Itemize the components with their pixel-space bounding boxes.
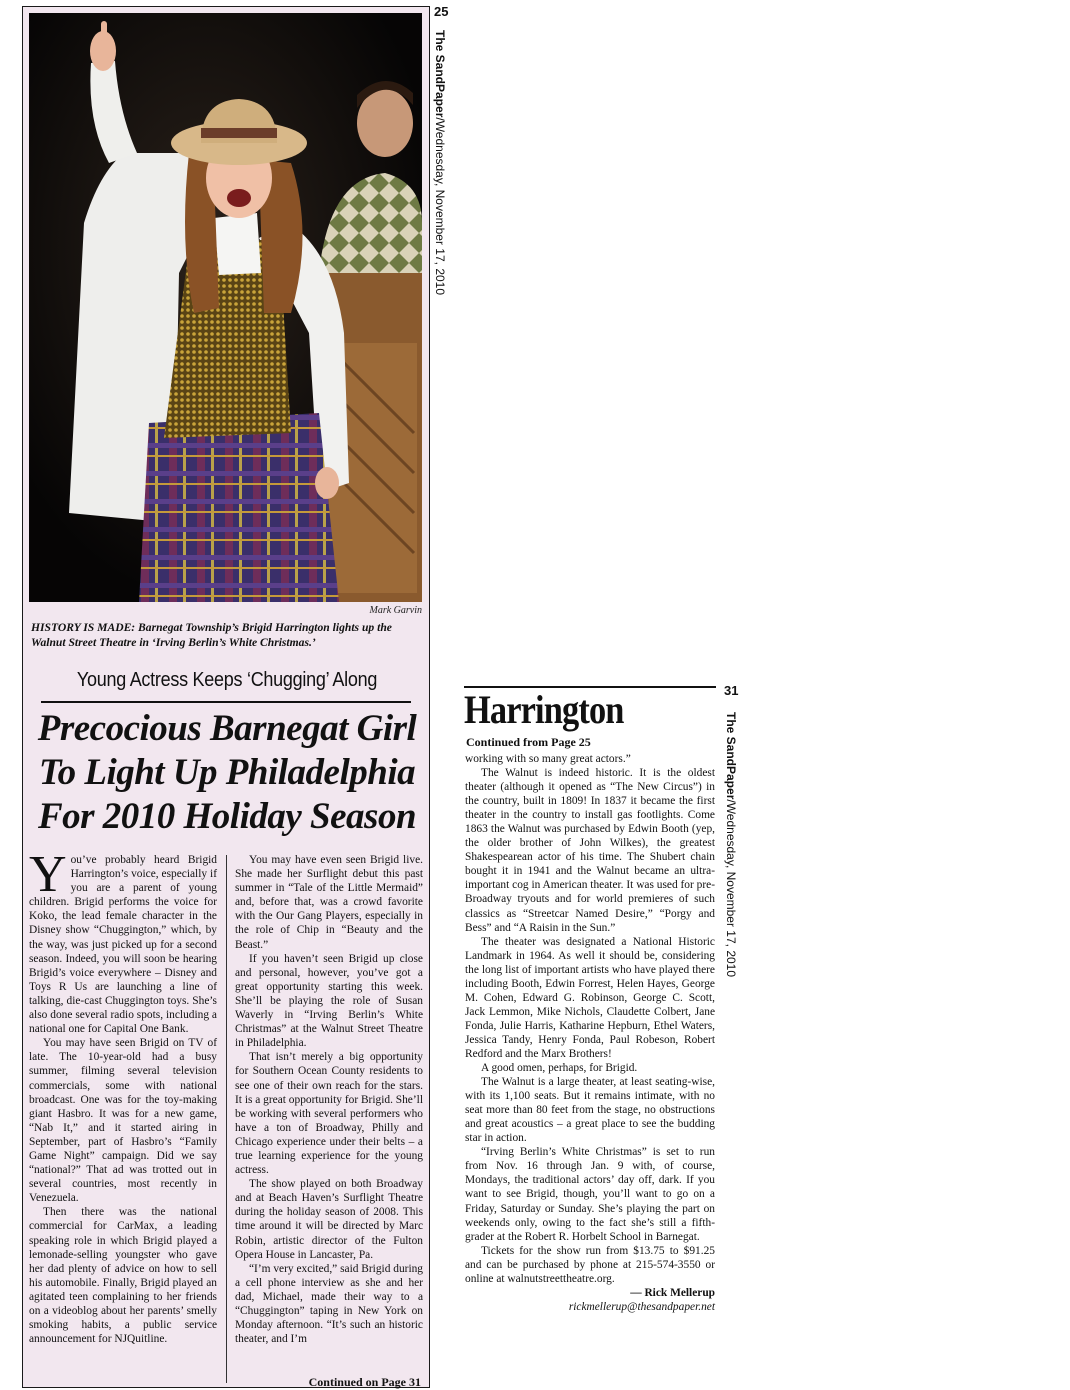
paragraph: The Walnut is indeed historic. It is the oldest theater (although it opened as “The New Circus”) in the country, built in 1809! In 1837 it became the first theater in the country to install gas footlights. Come 1863 the Walnut was purchased by Edwin Booth (yep, the older brother of John Wilkes), the greatest Shakespearean actor of his time. The Shubert chain bought it in 1941 and the Walnut became an ultra-important cog in American theater. It was used for pre-Broadway tryouts and for world premieres of such classics as “Streetcar Named Desire,” “Porgy and Bess” and “A Raisin in the Sun.” — [465, 767, 715, 934]
paragraph: You may have seen Brigid on TV of late. The 10-year-old had a busy summer, filming several television commercials, some with national broadcast. One was for the toy-making giant Hasbro. It was for a new game, “Nab It,” and it started airing in September, part of Hasbro’s “Family Game Night” campaign. Did we say “national?” That ad was trotted out in several countries, most recently in Venezuela. — [29, 1037, 217, 1205]
paragraph: You may have even seen Brigid live. She made her Surflight debut this past summer in “Tale of the Little Mermaid” and, before that, was a crowd favorite with the Our Gang Players, especially in the role of Chip in “Beauty and the Beast.” — [235, 854, 423, 951]
folio-right — [724, 712, 738, 977]
folio-date: /Wednesday, November 17, 2010 — [724, 799, 738, 978]
page-number-left: 25 — [434, 4, 449, 19]
paragraph: The show played on both Broadway and at Beach Haven’s Surflight Theatre during the holiday season of 2008. This time around it will be directed by Marc Robin, artistic director of the Fulton Opera House in Lancaster, Pa. — [235, 1178, 423, 1261]
lead-line: working with so many great actors.” — [465, 753, 631, 765]
body-column-2 — [235, 853, 423, 1346]
paragraph: The Walnut is a large theater, at least seating-wise, with its 1,100 seats. But it remains intimate, with no seat more than 80 feet from the stage, no obstructions and great acoustics – a great place to see the budding star in action. — [465, 1076, 715, 1145]
photo-illustration — [29, 13, 422, 602]
body-column-1 — [29, 846, 217, 1346]
paragraph: If you haven’t seen Brigid up close and personal, however, you’ve got a great opportunity starting this week. She’ll be playing the role of Susan Waverly in “Irving Berlin’s White Christmas” at the Walnut Street Theatre in Philadelphia. — [235, 952, 423, 1050]
page-number-right: 31 — [724, 683, 739, 698]
continuation-headline: Harrington — [464, 687, 624, 732]
continuation-body — [465, 752, 715, 1314]
article-clipping — [22, 6, 430, 1388]
paragraph-text: ou’ve probably heard Brigid Harrington’s voice, especially if you are a parent of young children. Brigid performs the voice for Koko, the lead female character in the Disney show “Chuggington,” which, by the way, was just picked up for a second season. Indeed, you will soon be hearing Brigid’s voice everywhere – Disney and Toys R Us are launching a line of talking, die-cast Chuggington toys. She’s also done several radio spots, including a national one for Capital One Bank. — [29, 854, 217, 1036]
stage-photo — [29, 13, 422, 602]
folio-pub: The SandPaper — [433, 30, 447, 118]
byline: — Rick Mellerup — [630, 1286, 715, 1299]
continued-from: Continued from Page 25 — [466, 735, 591, 749]
photo-credit: Mark Garvin — [369, 605, 422, 616]
paragraph: Tickets for the show run from $13.75 to $91.25 and can be purchased by phone at 215-574-3550 or online at walnutstreettheatre.org. — [465, 1244, 715, 1285]
kicker-rule — [41, 701, 411, 703]
folio-date: /Wednesday, November 17, 2010 — [433, 117, 447, 296]
paragraph: “Irving Berlin’s White Christmas” is set to run from Nov. 16 through Jan. 9 with, of course, Mondays, the traditional actors’ day off, dark. If you want to see Brigid, though, you’ll want to go on a Friday, Saturday or Sunday. She’s playing the part on weekends only, owing to the fact she’s still a fifth-grader at the Robert R. Horbelt School in Barnegat. — [465, 1146, 715, 1243]
paragraph: Then there was the national commercial for CarMax, a leading speaking role in which Brigid played a lemonade-selling youngster who gave her dad plenty of advice on how to sell his automobile. Finally, Brigid played an agitated teen complaining to her friends on a videoblog about her parents’ smelly smoking habits, a public service announcement for NJQuitline. — [29, 1206, 217, 1346]
paragraph: The theater was designated a National Historic Landmark in 1964. As well it should be, considering the long list of important artists who have played there including Booth, Edwin Forrest, Helen Hayes, George M. Cohen, Edward G. Robinson, George C. Scott, Jack Lemmon, Mike Nichols, Claudette Colbert, Jane Fonda, Julie Harris, Katharine Hepburn, Ethel Waters, Jessica Tandy, Henry Fonda, Paul Robeson, Robert Redford and the Marx Brothers! — [465, 935, 715, 1060]
paragraph: “I’m very excited,” said Brigid during a cell phone interview as she and her dad, Michael, made their way to a “Chuggington” taping in New York on Monday afternoon. “It’s such an historic theater, and I’m — [235, 1262, 423, 1346]
paragraph — [29, 846, 217, 1036]
author-email: rickmellerup@thesandpaper.net — [568, 1300, 715, 1313]
drop-cap: Y — [29, 846, 67, 903]
paragraph: A good omen, perhaps, for Brigid. — [481, 1062, 638, 1075]
kicker: Young Actress Keeps ‘Chugging’ Along — [76, 669, 378, 691]
jump-line: Continued on Page 31 — [308, 1375, 421, 1389]
photo-caption: HISTORY IS MADE: Barnegat Township’s Brigid Harrington lights up the Walnut Street Theatre in ‘Irving Berlin’s White Christmas.’ — [31, 621, 392, 649]
folio-pub: The SandPaper — [724, 712, 738, 800]
paragraph: That isn’t merely a big opportunity for Southern Ocean County residents to see one of their own reach for the stars. It is a great opportunity for Brigid. She’ll be working with several performers who have a ton of Broadway, Philly and Chicago experience under their belts – a true learning experience for the young actress. — [235, 1051, 423, 1177]
folio-left — [433, 30, 447, 295]
column-rule — [226, 855, 227, 1383]
headline: Precocious Barnegat Girl To Light Up Philadelphia For 2010 Holiday Season — [37, 708, 417, 837]
